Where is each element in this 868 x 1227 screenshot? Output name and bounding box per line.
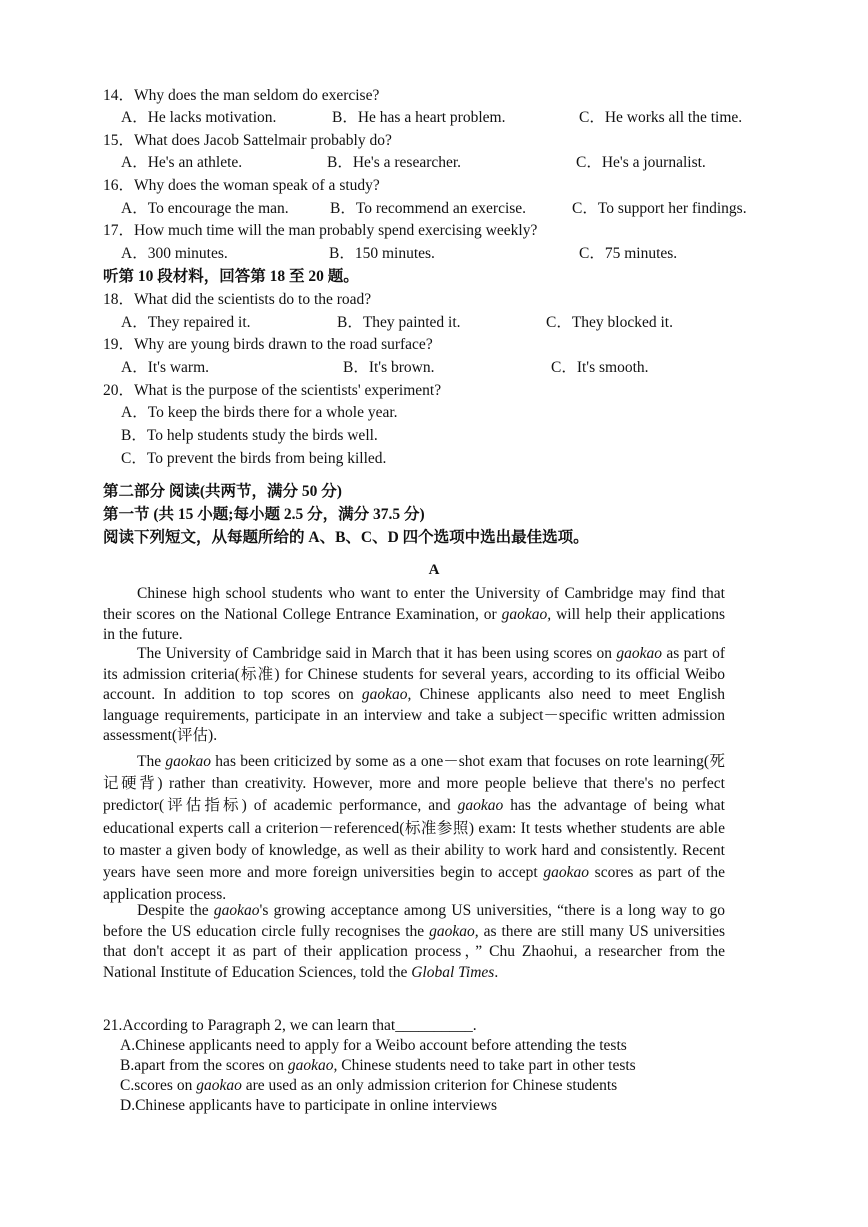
passage-paragraph-3: The gaokao has been criticized by some as a one－shot exam that focuses on rote learning(死记硬背) rather than creativity. However, more and more people believe that there's no perfect predictor(评估指标) of academic performance, and gaokao has the advantage of being what educational experts call a criterion－referenced(标准参照) exam: It tests whether students are able to master a given body of knowledge, as well as their ability to work hard and consistently. Recent years have seen more and more foreign universities begin to accept gaokao scores as part of the application process.	[103, 753, 726, 904]
question-18: 18．What did the scientists do to the road?	[103, 291, 372, 308]
part2-instruction: 阅读下列短文，从每题所给的 A、B、C、D 四个选项中选出最佳选项。	[103, 529, 589, 546]
part2-section1: 第一节 (共 15 小题;每小题 2.5 分，满分 37.5 分)	[103, 506, 425, 523]
q17-option-c: C．75 minutes.	[579, 245, 678, 262]
q17-option-a: A．300 minutes.	[121, 245, 228, 262]
q20-option-c: C．To prevent the birds from being killed.	[121, 450, 387, 467]
passage-label: A	[428, 562, 440, 578]
q20-option-b: B．To help students study the birds well.	[121, 427, 378, 444]
q16-option-b: B．To recommend an exercise.	[330, 200, 527, 217]
question-16: 16．Why does the woman speak of a study?	[103, 177, 380, 194]
question-17: 17．How much time will the man probably spend exercising weekly?	[103, 222, 538, 239]
q21-option-d: D.Chinese applicants have to participate in online interviews	[120, 1097, 498, 1114]
q19-option-c: C．It's smooth.	[551, 359, 649, 376]
q21-option-c: C.scores on gaokao are used as an only admission criterion for Chinese students	[120, 1077, 618, 1094]
section-10-heading: 听第 10 段材料，回答第 18 至 20 题。	[103, 268, 359, 285]
q18-option-c: C．They blocked it.	[546, 314, 673, 331]
passage-paragraph-1: Chinese high school students who want to enter the University of Cambridge may find that their scores on the National College Entrance Examination, or gaokao, will help their applications in the future.	[103, 585, 725, 644]
q14-option-b: B．He has a heart problem.	[332, 109, 506, 126]
q16-option-c: C．To support her findings.	[572, 200, 747, 217]
q14-option-c: C．He works all the time.	[579, 109, 743, 126]
q19-option-b: B．It's brown.	[343, 359, 435, 376]
q17-option-b: B．150 minutes.	[329, 245, 435, 262]
question-19: 19．Why are young birds drawn to the road surface?	[103, 336, 433, 353]
q16-option-a: A．To encourage the man.	[121, 200, 289, 217]
q15-option-c: C．He's a journalist.	[576, 154, 706, 171]
passage-paragraph-2: The University of Cambridge said in March that it has been using scores on gaokao as part of its admission criteria(标准) for Chinese students for several years, according to its official Weibo account. In addition to top scores on gaokao, Chinese applicants also need to meet English language requirements, participate in an interview and take a subject－specific written admission assessment(评估).	[103, 645, 726, 745]
q21-option-a: A.Chinese applicants need to apply for a Weibo account before attending the tests	[120, 1037, 627, 1054]
part2-title: 第二部分 阅读(共两节，满分 50 分)	[103, 483, 342, 500]
q15-option-b: B．He's a researcher.	[327, 154, 462, 171]
q18-option-a: A．They repaired it.	[121, 314, 251, 331]
q15-option-a: A．He's an athlete.	[121, 154, 243, 171]
q21-option-b: B.apart from the scores on gaokao, Chinese students need to take part in other tests	[120, 1057, 636, 1074]
question-21: 21.According to Paragraph 2, we can learn that__________.	[103, 1017, 477, 1034]
question-15: 15．What does Jacob Sattelmair probably do?	[103, 132, 392, 149]
q18-option-b: B．They painted it.	[337, 314, 461, 331]
passage-paragraph-4: Despite the gaokao's growing acceptance among US universities, “there is a long way to go before the US education circle fully recognises the gaokao, as there are still many US universities that don't accept it as part of their application process，” Chu Zhaohui, a researcher from the National Institute of Education Sciences, told the Global Times.	[103, 902, 725, 981]
q14-option-a: A．He lacks motivation.	[121, 109, 277, 126]
q19-option-a: A．It's warm.	[121, 359, 210, 376]
question-14: 14．Why does the man seldom do exercise?	[103, 87, 380, 104]
question-20: 20．What is the purpose of the scientists' experiment?	[103, 382, 442, 399]
q20-option-a: A．To keep the birds there for a whole year.	[121, 404, 398, 421]
